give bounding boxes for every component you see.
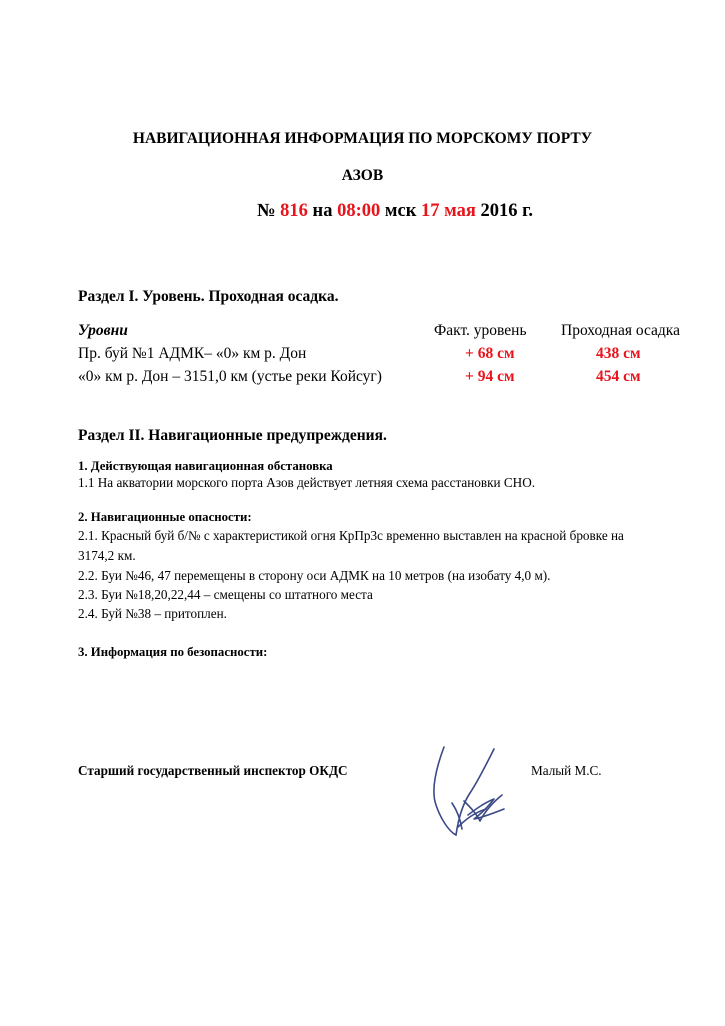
level-row-fact: + 68 см [465,345,515,362]
signer-position: Старший государственный инспектор ОКДС [78,763,348,778]
list-item: 2.1. Красный буй б/№ с характеристикой огня КрПр3с временно выставлен на красной бровке на [78,528,624,543]
bulletin-date: 17 мая [420,201,476,221]
subsection3-title: 3. Информация по безопасности: [78,645,268,659]
section1-heading: Раздел I. Уровень. Проходная осадка. [78,288,339,305]
list-item: 2.2. Буи №46, 47 перемещены в сторону оси АДМК на 10 метров (на изобату 4,0 м). [78,568,551,583]
levels-column-header: Уровни [78,322,128,339]
bulletin-number: 816 [280,201,308,221]
on-word: на [312,201,333,221]
level-row-name: Пр. буй №1 АДМК– «0» км р. Дон [78,345,307,362]
bulletin-year: 2016 г. [480,201,534,221]
bulletin-time: 08:00 [337,201,381,221]
bulletin-line [0,201,725,222]
level-row-name: «0» км р. Дон – 3151,0 км (устье реки Койсуг) [78,368,382,385]
list-item: 3174,2 км. [78,548,136,563]
port-name: АЗОВ [341,167,384,184]
list-item: 2.3. Буи №18,20,22,44 – смещены со штатного места [78,587,373,602]
level-row-draft: 438 см [596,345,641,362]
document-title: НАВИГАЦИОННАЯ ИНФОРМАЦИЯ ПО МОРСКОМУ ПОРТУ [132,130,593,147]
signer-name: Малый М.С. [531,763,602,778]
list-item: 1.1 На акватории морского порта Азов действует летняя схема расстановки СНО. [78,475,536,490]
fact-level-column-header: Факт. уровень [434,322,527,339]
number-sign: № [256,201,276,221]
subsection1-title: 1. Действующая навигационная обстановка [78,459,333,473]
draft-column-header: Проходная осадка [561,322,680,339]
level-row-draft: 454 см [596,368,641,385]
subsection2-title: 2. Навигационные опасности: [78,510,252,524]
level-row-fact: + 94 см [465,368,515,385]
timezone: мск [384,201,417,221]
list-item: 2.4. Буй №38 – притоплен. [78,606,227,621]
section2-heading: Раздел II. Навигационные предупреждения. [78,427,387,444]
handwritten-signature [428,743,518,848]
